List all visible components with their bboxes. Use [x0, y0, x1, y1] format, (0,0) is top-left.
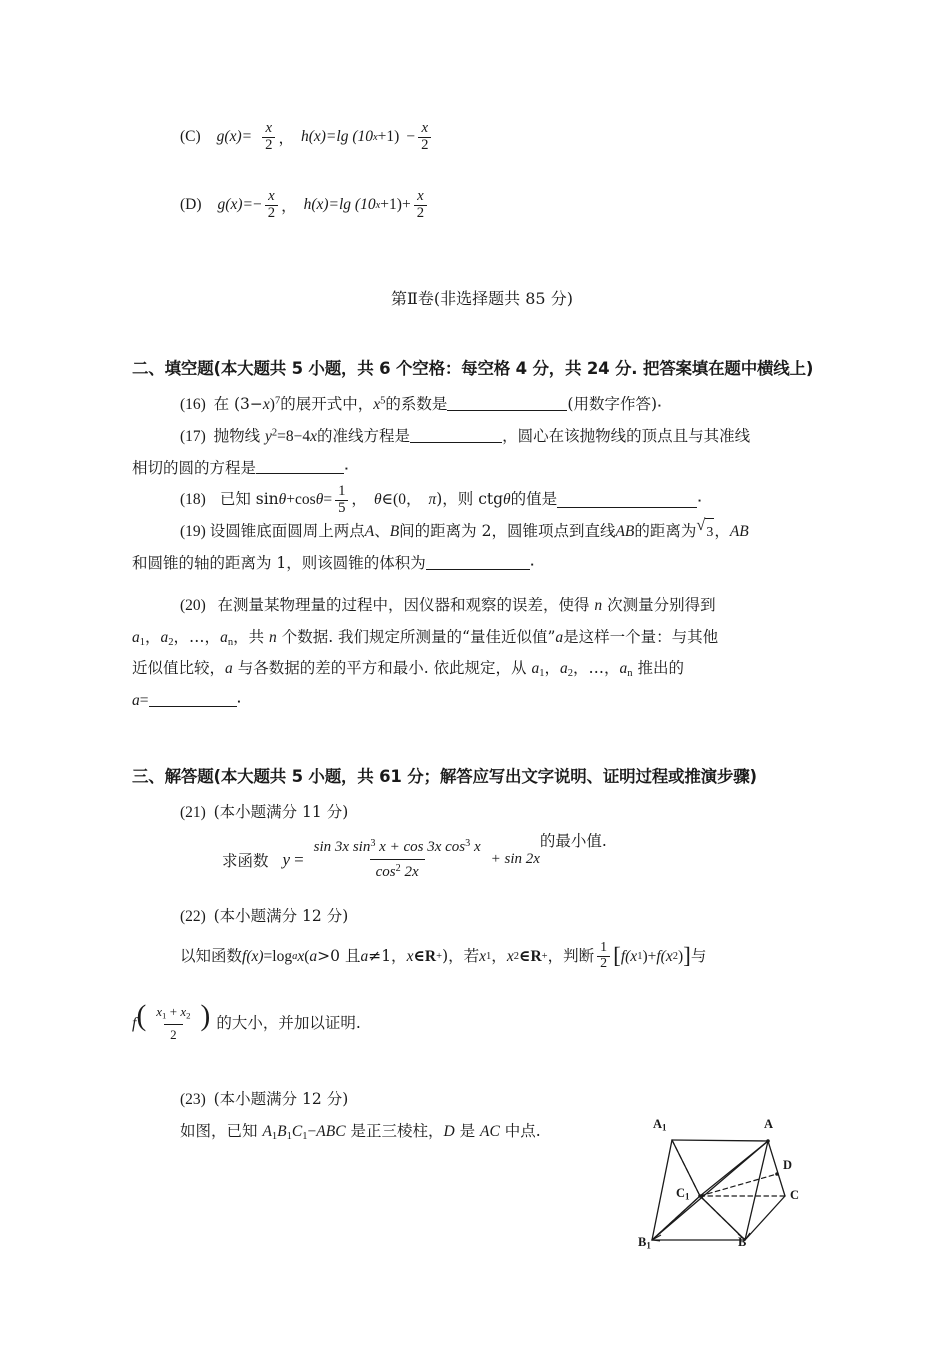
- fraction-denominator: 2: [265, 205, 278, 221]
- vertex-dot-c1: [698, 1194, 702, 1198]
- question-20-text-c: 个数据. 我们规定所测量的“量佳近似值”: [276, 627, 556, 646]
- question-20-var-n: n: [594, 596, 603, 614]
- question-18-theta1: θ: [278, 491, 287, 509]
- choice-c-g-fraction: [262, 121, 275, 153]
- subscript: 2: [672, 950, 678, 962]
- question-19-point-a: A: [364, 523, 375, 541]
- fraction-numerator: x: [268, 188, 275, 205]
- question-22-header: [132, 901, 832, 933]
- subscript: 1: [539, 668, 545, 680]
- question-21-lead: 求函数: [222, 851, 269, 870]
- question-22-x: x: [297, 947, 305, 965]
- question-22-inner-fraction: [150, 1004, 196, 1044]
- question-20-text-line3a: 近似值比较，: [132, 659, 226, 678]
- numerator-part2: x + cos 3x cos: [375, 838, 466, 855]
- triangle-abc: ABC: [316, 1122, 346, 1140]
- question-20-number: (20): [180, 596, 206, 614]
- question-22-text-g: )，若: [442, 946, 480, 965]
- question-17-text-d: ，圆心在该抛物线的顶点且与其准线: [502, 426, 751, 445]
- comma: ，: [544, 659, 561, 678]
- question-21-number: (21): [180, 803, 206, 821]
- part-title: 第Ⅱ卷(非选择题共 85 分): [391, 289, 573, 308]
- question-16-end-dot: [657, 396, 661, 413]
- question-20-anb: a: [619, 660, 628, 678]
- fraction-denominator: 2: [418, 137, 431, 153]
- question-18-fraction: [335, 484, 348, 516]
- choice-d-comma: ，: [281, 198, 297, 215]
- question-19-text-a: 设圆锥底面圆周上两点: [209, 522, 365, 541]
- answer-blank-17b[interactable]: [256, 459, 344, 475]
- question-20-line4: [132, 685, 832, 717]
- question-16-text-b: ): [269, 396, 275, 413]
- point-d: D: [443, 1122, 455, 1140]
- edge-a1-a: [672, 1140, 768, 1141]
- figure-label-b: B: [738, 1235, 747, 1249]
- question-21-plus-term: + sin 2x: [490, 851, 540, 868]
- answer-blank-20[interactable]: [149, 691, 237, 707]
- question-20-var-a: a: [555, 628, 564, 646]
- numerator-part3: x: [470, 838, 481, 855]
- question-23-number: (23): [180, 1091, 206, 1109]
- choice-tag: (C): [180, 128, 201, 145]
- numerator-sup1: 3: [370, 837, 376, 849]
- ellipsis: ，…，: [173, 627, 221, 646]
- question-21-header: [132, 797, 832, 829]
- question-20: [132, 590, 832, 622]
- choice-formula: [217, 121, 435, 153]
- subscript: 1: [271, 1130, 278, 1142]
- paren-open: (: [304, 947, 310, 965]
- question-20-text-line3c: 推出的: [632, 659, 684, 678]
- choice-d-g-sign: −: [252, 196, 262, 213]
- question-17-text-c: 的准线方程是: [317, 426, 411, 445]
- denominator-part1: cos: [375, 864, 396, 881]
- choice-option-c[interactable]: [132, 108, 832, 166]
- question-16-text-c: 的展开式中，: [280, 395, 374, 413]
- question-20-text-d: 是这样一个量：与其他: [563, 627, 719, 646]
- question-19-sep: 、: [374, 522, 390, 541]
- subscript: 1: [286, 1130, 292, 1142]
- sqrt-icon: √ 3: [696, 517, 714, 548]
- question-18: [132, 484, 832, 516]
- answer-blank-17a[interactable]: [410, 427, 502, 443]
- question-22-log: =log: [263, 947, 293, 965]
- question-18-end-dot: [697, 484, 701, 516]
- question-18-text-d: ，: [351, 490, 367, 509]
- sqrt-radicand: 3: [705, 518, 714, 548]
- question-17-text-b: =8−4: [277, 427, 311, 445]
- subscript: 1: [302, 1130, 308, 1142]
- subscript: 2: [513, 950, 519, 962]
- question-23-text-c: 是: [454, 1121, 481, 1140]
- question-22-a3: a: [360, 947, 369, 965]
- question-20-answer-var: a: [132, 692, 140, 710]
- superscript-plus: +: [436, 950, 443, 962]
- question-18-text-e: ∈(0，: [381, 491, 422, 509]
- answer-blank-19[interactable]: [426, 554, 530, 570]
- question-18-text-f: )，则 ctg: [436, 490, 504, 509]
- figure-label-a1: $A_1$: [653, 1117, 667, 1133]
- superscript-plus: +: [541, 950, 548, 962]
- fraction-numerator: x: [421, 120, 429, 137]
- plus-sign: +: [647, 947, 657, 965]
- question-16-text-a: 在 (3−: [213, 395, 263, 413]
- question-20-text-line1: 在测量某物理量的过程中，因仪器和观察的误差，使得: [217, 595, 595, 614]
- question-17-text-a: 抛物线: [213, 426, 266, 445]
- question-22-tail: 的大小，并加以证明.: [216, 1014, 361, 1033]
- subscript: 1: [637, 950, 643, 962]
- fraction-numerator: x: [417, 188, 424, 205]
- question-21-formula: [132, 831, 832, 883]
- fraction-denominator: 2: [414, 205, 427, 221]
- question-19-text-e: ，: [714, 522, 730, 541]
- subscript: 1: [139, 636, 146, 648]
- question-17-text-line2: 相切的圆的方程是: [132, 458, 257, 477]
- question-17: [132, 421, 832, 453]
- choice-d-h-exponent: x: [375, 199, 381, 211]
- formula-y: y: [282, 849, 291, 869]
- subscript: 2: [168, 636, 174, 648]
- comma: ，: [491, 946, 507, 965]
- vertex-dot-a: [766, 1139, 770, 1143]
- choice-c-h-prefix: h(x)=lg (10: [300, 128, 373, 145]
- vertex-c1: C: [291, 1122, 303, 1140]
- question-20-a1b: a: [531, 660, 540, 678]
- question-17-line2: [132, 453, 832, 485]
- subscript: 1: [486, 950, 492, 962]
- figure-label-c1: $C_1$: [676, 1186, 690, 1202]
- question-22-x1: x: [479, 947, 487, 965]
- paren-close-tall: ): [200, 1000, 211, 1033]
- choice-d-g-fraction: [265, 189, 278, 221]
- choice-formula: [218, 189, 431, 221]
- choice-d-g-prefix: g(x)=: [217, 196, 253, 213]
- log-base: a: [292, 950, 298, 962]
- question-16-text-e: (用数字作答): [567, 395, 658, 413]
- fraction-numerator: 1: [338, 483, 346, 500]
- choice-list: [132, 108, 832, 234]
- subscript: 2: [186, 1010, 191, 1021]
- question-22-set-r2: ∈R: [518, 947, 542, 965]
- question-16-exponent2: 5: [380, 395, 386, 407]
- figure-label-c: C: [790, 1188, 800, 1202]
- fraction-numerator: [308, 837, 487, 860]
- question-19-point-b: B: [389, 523, 400, 541]
- choice-c-h-fraction: [418, 121, 431, 153]
- question-22-parenthesis-group: [136, 1000, 211, 1044]
- question-19-text-c: 间的距离为 2，圆锥项点到直线: [399, 522, 616, 541]
- choice-d-h-fraction: [414, 189, 427, 221]
- question-20-an: a: [220, 628, 228, 646]
- figure-label-d: D: [783, 1158, 793, 1172]
- dash: −: [307, 1122, 317, 1140]
- bracket-open-icon: [: [613, 942, 621, 969]
- dashed-b-c1: [700, 1196, 745, 1240]
- question-23-text-b: 是正三棱柱，: [345, 1121, 444, 1140]
- question-18-text-b: +cos: [286, 491, 316, 509]
- choice-d-h-operator: +: [401, 196, 411, 213]
- question-18-pi: π: [428, 491, 437, 509]
- question-22-body: [132, 941, 832, 973]
- question-22-line2: [132, 1000, 832, 1044]
- question-20-line3: [132, 653, 832, 685]
- denominator-sup: 2: [395, 863, 401, 875]
- question-18-theta4: θ: [503, 491, 511, 509]
- question-18-theta2: θ: [315, 491, 324, 509]
- question-21-score: (本小题满分 11 分): [213, 802, 349, 821]
- vertex-a1: A: [262, 1122, 272, 1140]
- fraction-denominator: 2: [262, 137, 275, 153]
- choice-option-d[interactable]: [132, 176, 832, 234]
- choice-c-g-prefix: g(x)=: [216, 128, 253, 145]
- question-23-text-d: 中点.: [499, 1121, 541, 1140]
- page-content: [132, 108, 832, 1148]
- fraction-denominator: 2: [597, 956, 610, 972]
- question-21-main-fraction: [308, 837, 487, 883]
- section-heading-fill-in-blank: 二、填空题(本大题共 5 小题，共 6 个空格：每空格 4 分，共 24 分. 把答案填在题中横线上): [132, 359, 814, 378]
- choice-d-h-prefix: h(x)=lg (10: [303, 196, 376, 213]
- question-19-text-line2: 和圆锥的轴的距离为 1，则该圆锥的体积为: [132, 553, 426, 572]
- fraction-denominator: 2: [164, 1024, 183, 1044]
- question-17-number: (17): [180, 427, 206, 445]
- question-22-text-j: ，判断: [547, 946, 595, 965]
- question-22-f-x2: f(x: [656, 947, 673, 965]
- edge-a-b: [745, 1141, 768, 1240]
- x1-var: x: [156, 1004, 163, 1020]
- question-23-score: (本小题满分 12 分): [213, 1090, 349, 1109]
- question-20-var-a2: a: [225, 660, 233, 678]
- question-17-var-y: y: [265, 427, 272, 445]
- question-22-score: (本小题满分 12 分): [213, 906, 349, 925]
- question-16-var2: x: [373, 396, 381, 413]
- edge-b-c: [745, 1196, 785, 1240]
- vertex-b1: B: [277, 1122, 287, 1140]
- question-20-text-line1b: 次测量分别得到: [602, 595, 716, 614]
- figure-label-a: A: [764, 1117, 774, 1131]
- answer-blank-18[interactable]: [557, 493, 697, 509]
- equals-sign: =: [139, 692, 149, 710]
- plus-sign: +: [166, 1004, 181, 1020]
- question-17-exponent: 2: [271, 427, 278, 439]
- question-22-text-e: ≠1，: [368, 946, 407, 965]
- question-19-end-dot: [530, 555, 534, 572]
- question-22-f-symbol: f: [132, 1014, 137, 1032]
- fraction-numerator: x: [265, 120, 273, 137]
- question-22-fx: f(x): [242, 947, 264, 965]
- question-18-eq: =: [323, 491, 333, 509]
- question-20-end-dot: [237, 692, 241, 709]
- fraction-numerator: [150, 1004, 196, 1024]
- question-22-half-fraction: [597, 941, 610, 971]
- question-19-line2: [132, 548, 832, 580]
- question-20-a2: a: [160, 628, 169, 646]
- section-heading-solve: 三、解答题(本大题共 5 小题，共 61 分；解答应写出文字说明、证明过程或推演步骤): [132, 766, 757, 786]
- fraction-denominator: 5: [335, 500, 348, 516]
- question-16-text-d: 的系数是: [385, 395, 448, 413]
- question-23-text-a: 如图，已知: [180, 1121, 263, 1140]
- triangular-prism-figure: [628, 1108, 828, 1278]
- question-16-var: x: [262, 396, 270, 413]
- question-18-text-g: 的值是: [510, 490, 558, 509]
- question-22-a: a: [309, 947, 318, 965]
- question-16-exponent: 7: [274, 395, 281, 407]
- subscript: 2: [567, 668, 574, 680]
- choice-d-h-mid: +1): [380, 196, 402, 213]
- question-22-text-a: 以知函数: [180, 946, 243, 965]
- question-21-tail: 的最小值.: [539, 831, 607, 850]
- x2-var: x: [180, 1004, 187, 1020]
- question-17-var-x: x: [310, 427, 318, 445]
- question-22-x2: x: [406, 947, 414, 965]
- dashed-c1-d: [700, 1174, 777, 1196]
- subscript: 1: [162, 1010, 167, 1021]
- subscript: n: [627, 668, 633, 680]
- choice-c-h-mid: +1): [377, 128, 400, 145]
- numerator-part1: sin 3x sin: [313, 838, 371, 855]
- question-20-a1: a: [132, 628, 140, 646]
- question-18-number: (18): [180, 491, 206, 509]
- question-16: [132, 389, 832, 421]
- question-19-segment-ab: AB: [615, 523, 635, 541]
- segment-ac: AC: [480, 1122, 500, 1140]
- question-20-line2: [132, 622, 832, 654]
- question-22-text-d: >0 且: [317, 946, 361, 965]
- paren-close: ): [678, 947, 684, 965]
- question-16-number: (16): [180, 396, 206, 413]
- question-17-end-dot: [344, 460, 348, 477]
- question-22-number: (22): [180, 907, 206, 925]
- comma: ，: [145, 627, 161, 646]
- question-20-var-n2: n: [269, 628, 277, 646]
- fraction-numerator: 1: [600, 940, 608, 956]
- question-20-a2b: a: [560, 660, 568, 678]
- numerator-sup2: 3: [465, 837, 471, 849]
- answer-blank-16[interactable]: [447, 395, 567, 411]
- question-22-x2b: x: [506, 947, 514, 965]
- paren-open-tall: (: [136, 1000, 147, 1033]
- denominator-part2: 2x: [400, 864, 419, 881]
- question-22-f-x1: f(x: [620, 947, 638, 965]
- ellipsis: ，…，: [573, 659, 620, 678]
- vertex-dot-d: [775, 1172, 779, 1176]
- formula-equals: =: [294, 849, 304, 869]
- choice-c-h-exponent: x: [372, 131, 378, 143]
- fraction-denominator: [370, 859, 425, 883]
- question-19-text-d: 的距离为: [634, 522, 697, 541]
- choice-tag: (D): [180, 196, 202, 213]
- question-19-number: (19): [180, 523, 206, 541]
- question-19-segment-ab2: AB: [729, 523, 749, 541]
- paren-close: ): [642, 947, 648, 965]
- question-18-text-a: 已知 sin: [219, 490, 279, 509]
- question-19: [132, 516, 832, 548]
- bracket-close-icon: ]: [683, 942, 691, 969]
- question-20-text-b: ，共: [233, 627, 270, 646]
- question-22-text-k: 与: [690, 946, 707, 965]
- question-22-set-r: ∈R: [413, 947, 437, 965]
- subscript: n: [227, 636, 234, 648]
- figure-label-b1: $B_1$: [638, 1235, 651, 1251]
- choice-c-h-operator: −: [406, 128, 416, 145]
- question-20-text-line3b: 与各数据的差的平方和最小. 依此规定，从: [232, 659, 532, 678]
- question-18-theta3: θ: [373, 491, 382, 509]
- choice-c-comma: ，: [278, 130, 294, 147]
